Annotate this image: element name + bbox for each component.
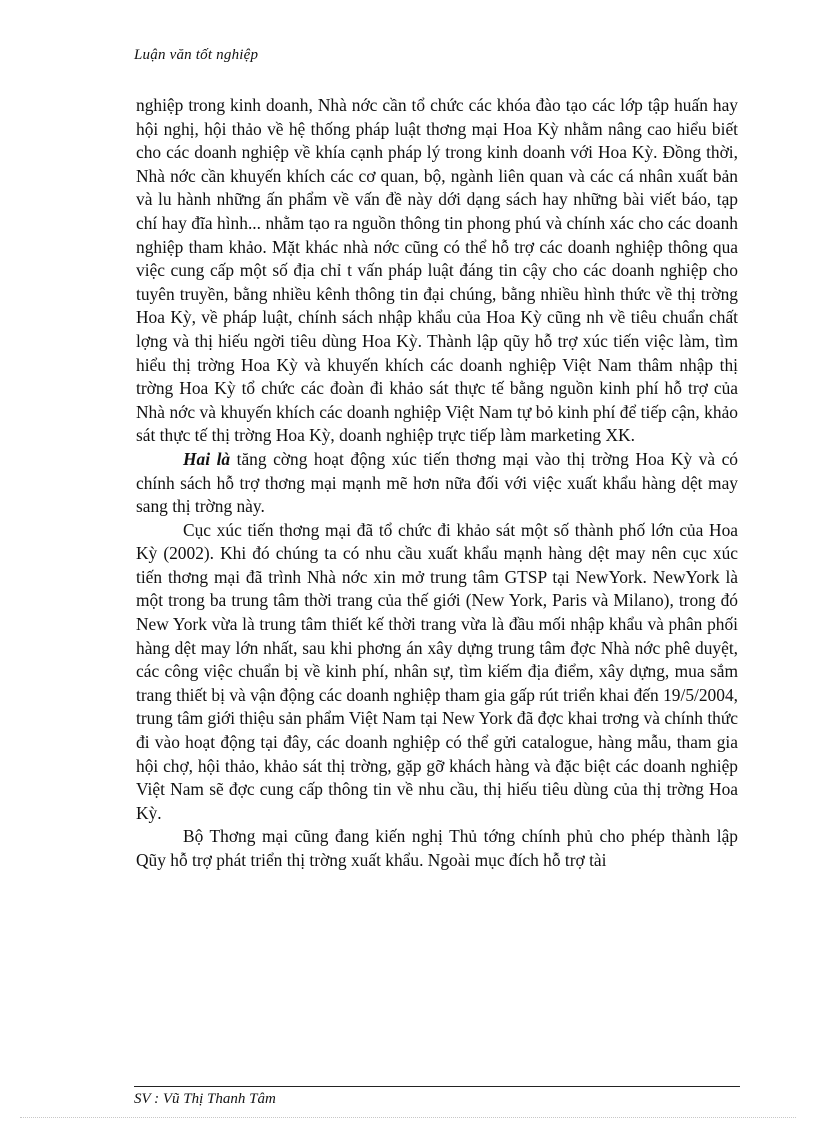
footer-author: SV : Vũ Thị Thanh Tâm bbox=[134, 1091, 276, 1107]
paragraph-2-text: tăng cờng hoạt động xúc tiến thơng mại vào thị trờng Hoa Kỳ và có chính sách hỗ trợ thơng mại mạnh mẽ hơn nữa đối với việc xuất khẩu hàng dệt may sang thị trờng này. bbox=[136, 448, 738, 517]
paragraph-2 bbox=[136, 448, 738, 519]
running-header: Luận văn tốt nghiệp bbox=[134, 47, 259, 63]
paragraph-1-text: nghiệp trong kinh doanh, Nhà nớc cần tổ chức các khóa đào tạo các lớp tập huấn hay hội nghị, hội thảo về hệ thống pháp luật thơng mại Hoa Kỳ nhằm nâng cao hiểu biết cho các doanh nghiệp về khía cạnh pháp lý trong kinh doanh với Hoa Kỳ. Đồng thời, Nhà nớc cần khuyến khích các cơ quan, bộ, ngành liên quan và các cá nhân xuất bản và lu hành những ấn phẩm về vấn đề này dới dạng sách hay những bài viết báo, tạp chí hay đĩa hình... nhằm tạo ra nguồn thông tin phong phú và chính xác cho các doanh nghiệp tham khảo. Mặt khác nhà nớc cũng có thể hỗ trợ các doanh nghiệp thông qua việc cung cấp một số địa chỉ t vấn pháp luật đáng tin cậy cho các doanh nghiệp cho tuyên truyền, bằng nhiều kênh thông tin đại chúng, bằng nhiều hình thức về thị trờng Hoa Kỳ, về pháp luật, chính sách nhập khẩu của Hoa Kỳ cũng nh về tiêu chuẩn chất lợng và thị hiếu ngời tiêu dùng Hoa Kỳ. Thành lập qũy hỗ trợ xúc tiến việc làm, tìm hiểu thị trờng Hoa Kỳ và khuyến khích các doanh nghiệp Việt Nam thâm nhập thị trờng Hoa Kỳ tổ chức các đoàn đi khảo sát thực tế bằng nguồn kinh phí hỗ trợ của Nhà nớc và khuyến khích các doanh nghiệp Việt Nam tự bỏ kinh phí để tiếp cận, khảo sát thực tế thị trờng Hoa Kỳ, doanh nghiệp trực tiếp làm marketing XK. bbox=[136, 95, 738, 446]
paragraph-3 bbox=[136, 519, 738, 826]
paragraph-3-text: Cục xúc tiến thơng mại đã tổ chức đi khảo sát một số thành phố lớn của Hoa Kỳ (2002). Khi đó chúng ta có nhu cầu xuất khẩu mạnh hàng dệt may nên cục xúc tiến thơng mại đã trình Nhà nớc xin mở trung tâm GTSP tại NewYork. NewYork là một trong ba trung tâm thời trang của thế giới (New York, Paris và Milano), trong đó New York vừa là trung tâm thiết kế thời trang vừa là đầu mối nhập khẩu và phân phối hàng dệt may lớn nhất, sau khi phơng án xây dựng trung tâm đợc Nhà nớc phê duyệt, các công việc chuẩn bị về kinh phí, nhân sự, tìm kiếm địa điểm, xây dựng, mua sắm trang thiết bị và vận động các doanh nghiệp tham gia gấp rút triển khai đến 19/5/2004, trung tâm giới thiệu sản phẩm Việt Nam tại New York đã đợc khai trơng và chính thức đi vào hoạt động tại đây, các doanh nghiệp có thể gửi catalogue, hàng mẫu, tham gia hội chợ, hội thảo, khảo sát thị trờng, gặp gỡ khách hàng và đặc biệt các doanh nghiệp Việt Nam sẽ đợc cung cấp thông tin về nhu cầu, thị hiếu tiêu dùng của thị trờng Hoa Kỳ. bbox=[136, 519, 738, 823]
paragraph-4 bbox=[136, 825, 738, 872]
body-text bbox=[136, 94, 738, 873]
paragraph-1 bbox=[136, 94, 738, 448]
paragraph-2-lead: Hai là bbox=[183, 448, 231, 469]
footer-divider bbox=[134, 1086, 740, 1087]
page-bottom-edge bbox=[20, 1117, 796, 1118]
paragraph-4-text: Bộ Thơng mại cũng đang kiến nghị Thủ tớng chính phủ cho phép thành lập Qũy hỗ trợ phát triển thị trờng xuất khẩu. Ngoài mục đích hỗ trợ tài bbox=[136, 826, 738, 870]
